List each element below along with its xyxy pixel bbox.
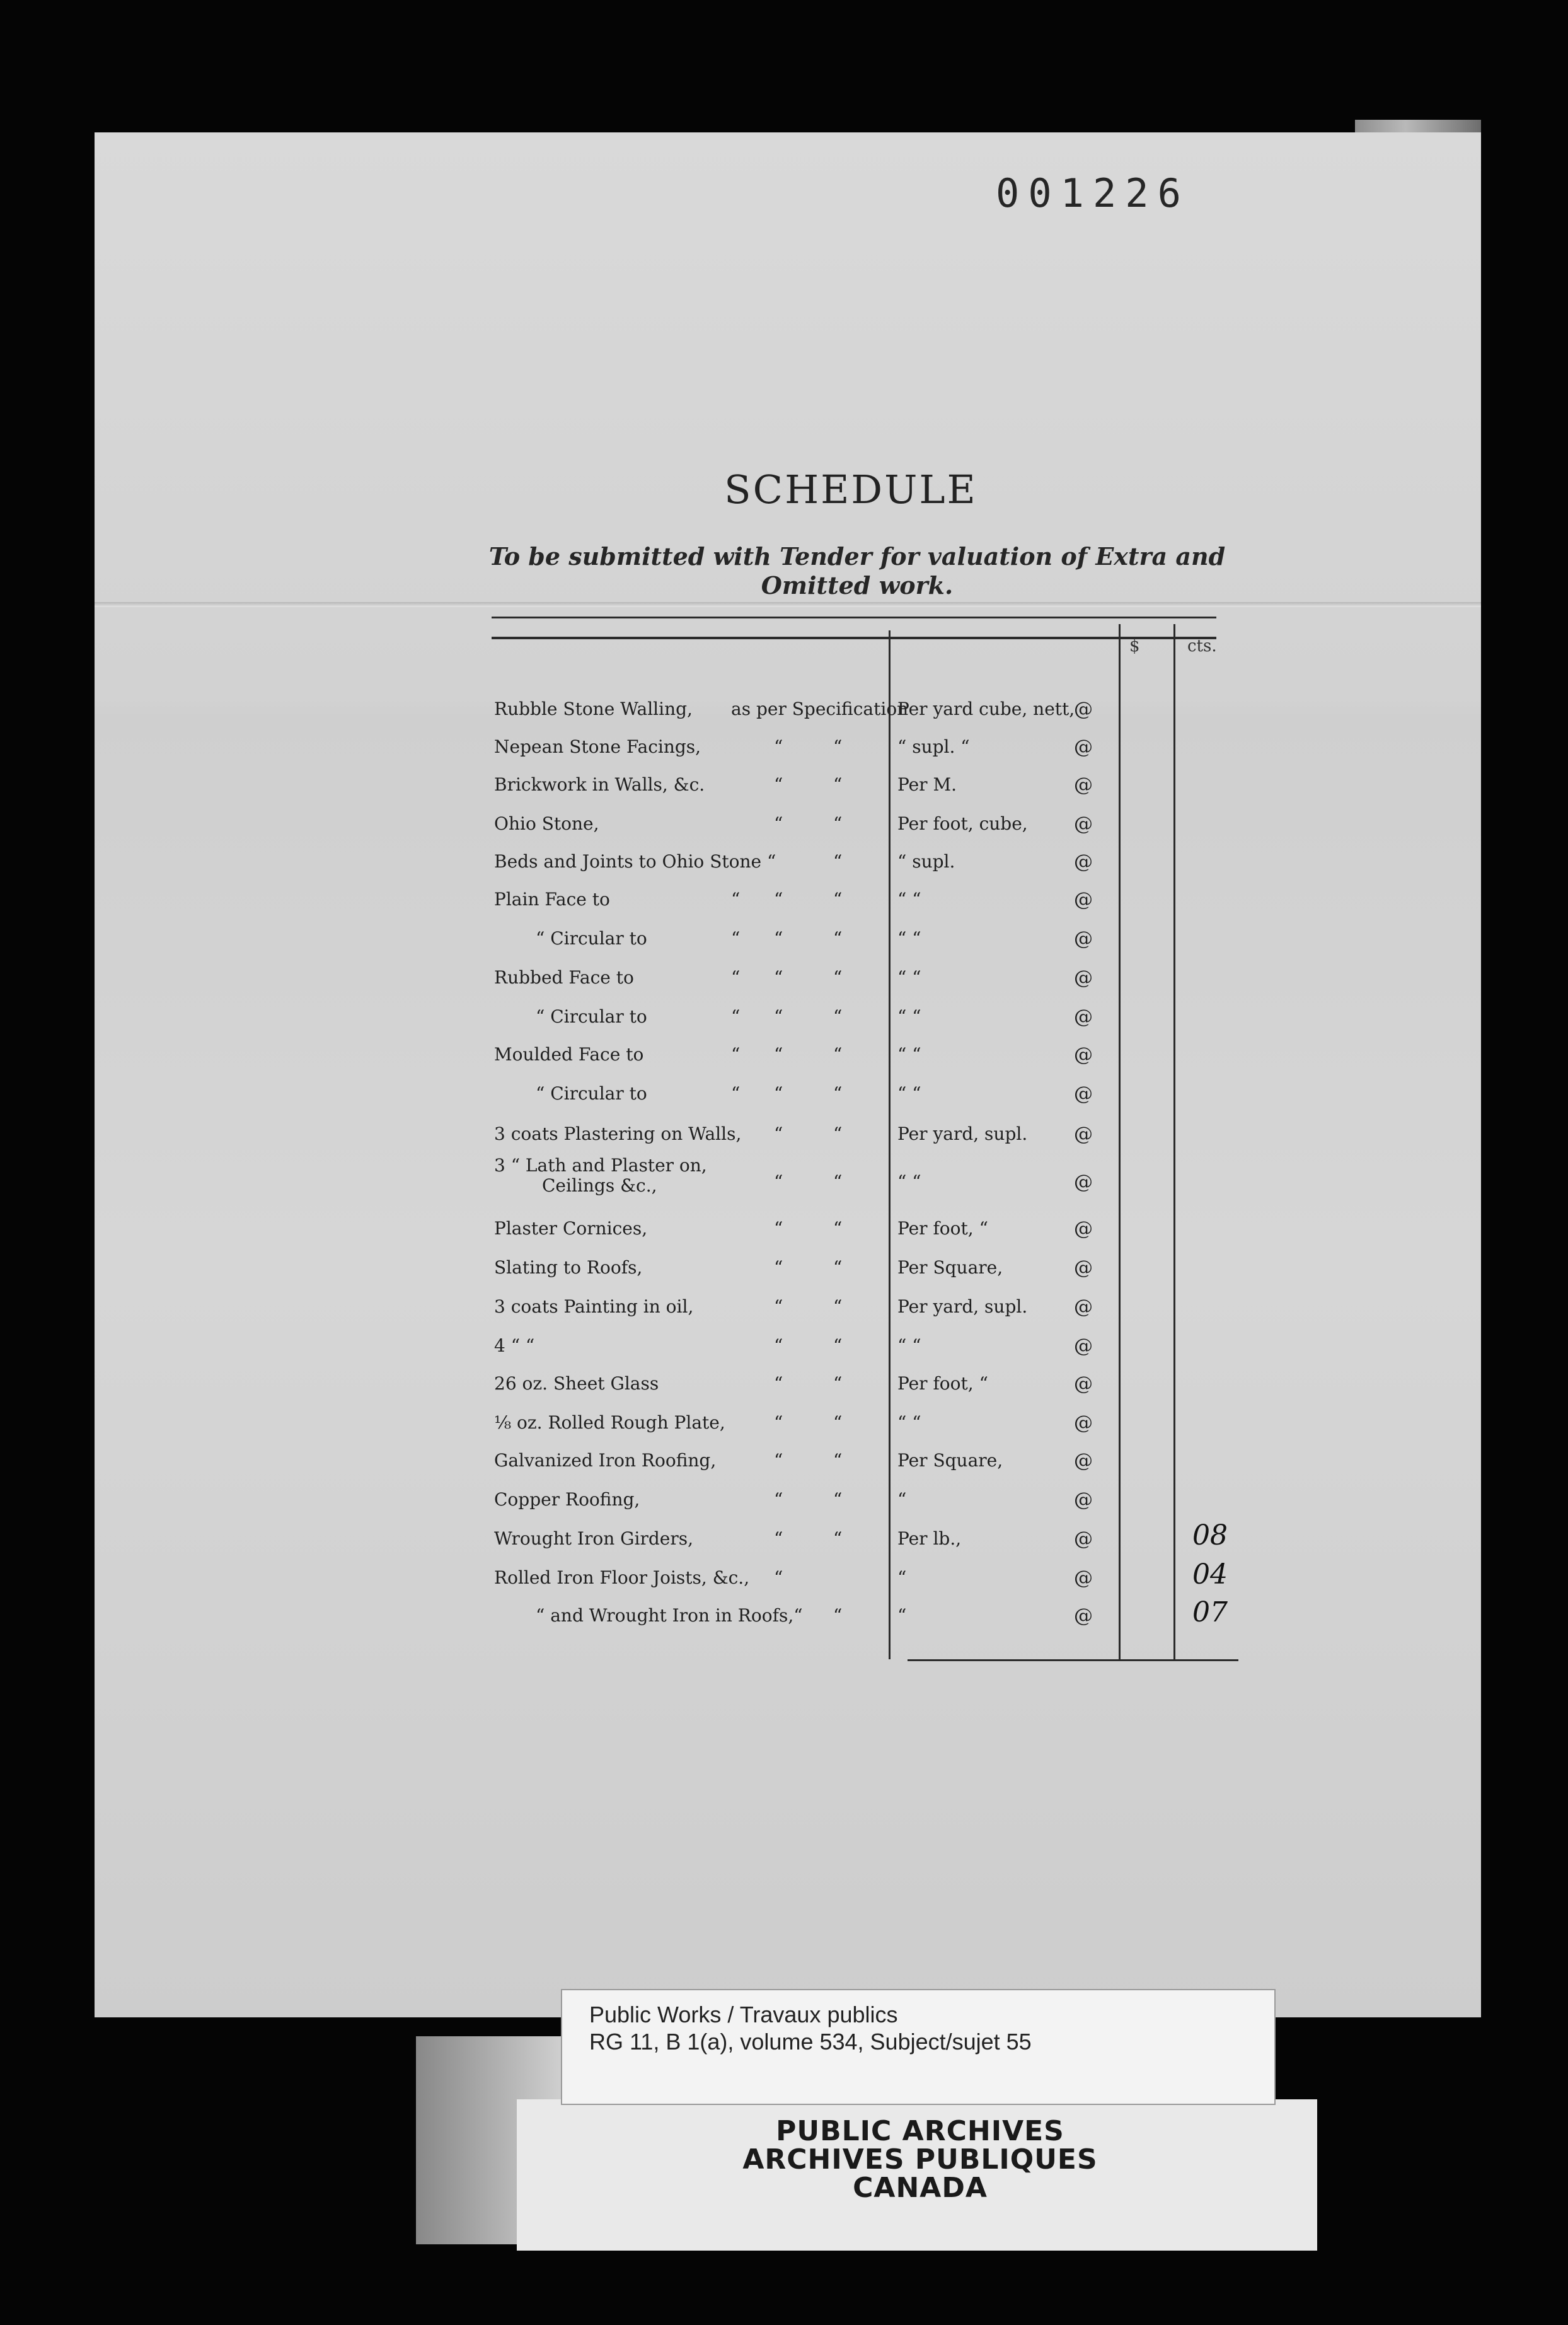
row-unit: “ “: [897, 1335, 921, 1356]
row-ditto-2: “: [833, 1605, 843, 1626]
row-ditto-1: “: [774, 813, 783, 834]
row-at-sign: @: [1074, 1335, 1093, 1357]
row-description: “ Circular to: [536, 1083, 647, 1104]
table-row: [0, 1006, 1568, 1044]
row-at-sign: @: [1074, 889, 1093, 911]
row-ditto-1: “: [774, 1006, 783, 1027]
row-at-sign: @: [1074, 1567, 1093, 1589]
row-description-line-2: Ceilings &c.,: [542, 1175, 657, 1196]
row-unit: Per lb.,: [897, 1528, 962, 1549]
row-unit: “: [897, 1567, 907, 1588]
row-description: Ohio Stone,: [494, 813, 599, 834]
row-ditto-0: “: [731, 889, 741, 910]
row-at-sign: @: [1074, 1171, 1093, 1193]
row-unit: Per foot, cube,: [897, 813, 1028, 834]
row-ditto-1: “: [774, 1123, 783, 1144]
row-ditto-2: “: [833, 889, 843, 910]
row-at-sign: @: [1074, 1257, 1093, 1279]
row-ditto-1: “: [774, 1412, 783, 1433]
row-at-sign: @: [1074, 1218, 1093, 1240]
row-specification: as per Specification: [731, 699, 909, 719]
row-ditto-1: “: [774, 1450, 783, 1471]
row-ditto-0: “: [731, 928, 741, 949]
row-unit: “ “: [897, 1006, 921, 1027]
table-row: [0, 1044, 1568, 1082]
row-ditto-2: “: [833, 1257, 843, 1278]
row-unit: Per foot, “: [897, 1218, 988, 1239]
row-at-sign: @: [1074, 1528, 1093, 1550]
row-ditto-1: “: [774, 889, 783, 910]
row-ditto-1: “: [774, 1373, 783, 1394]
row-ditto-2: “: [833, 1083, 843, 1104]
table-row: [0, 1257, 1568, 1295]
row-at-sign: @: [1074, 1006, 1093, 1028]
subtitle-line-1: To be submitted with Tender for valuation of Extra and: [488, 542, 1226, 571]
row-unit: Per M.: [897, 774, 957, 795]
row-at-sign: @: [1074, 1412, 1093, 1434]
row-ditto-1: “: [774, 1044, 783, 1065]
row-ditto-2: “: [833, 736, 843, 757]
row-ditto-1: “: [774, 736, 783, 757]
page-subtitle: [479, 542, 1235, 600]
row-at-sign: @: [1074, 1450, 1093, 1472]
table-row: [0, 1519, 1568, 1566]
row-ditto-2: “: [833, 1528, 843, 1549]
row-at-sign: @: [1074, 851, 1093, 873]
table-row: [0, 1335, 1568, 1373]
row-unit: Per Square,: [897, 1257, 1003, 1278]
row-ditto-2: “: [833, 1123, 843, 1144]
row-unit: “ supl. “: [897, 736, 970, 757]
row-at-sign: @: [1074, 1123, 1093, 1145]
table-row: [0, 1083, 1568, 1121]
row-ditto-1: “: [774, 1335, 783, 1356]
row-description: Plain Face to: [494, 889, 610, 910]
row-ditto-1: “: [774, 1296, 783, 1317]
row-ditto-0: “: [731, 1006, 741, 1027]
row-ditto-1: “: [774, 1257, 783, 1278]
table-row: [0, 1218, 1568, 1256]
row-description: Brickwork in Walls, &c.: [494, 774, 705, 795]
row-ditto-2: “: [833, 851, 843, 872]
table-row: [0, 1155, 1568, 1209]
row-unit: Per yard, supl.: [897, 1296, 1028, 1317]
row-unit: “ “: [897, 1044, 921, 1065]
row-at-sign: @: [1074, 1296, 1093, 1318]
table-row: [0, 851, 1568, 889]
row-description: Rolled Iron Floor Joists, &c.,: [494, 1567, 750, 1588]
row-ditto-2: “: [833, 1335, 843, 1356]
stamp-line-1: PUBLIC ARCHIVES: [776, 2115, 1064, 2147]
row-unit: Per Square,: [897, 1450, 1003, 1471]
row-unit: “ “: [897, 1412, 921, 1433]
row-ditto-1: “: [774, 1567, 783, 1588]
row-description: 26 oz. Sheet Glass: [494, 1373, 659, 1394]
row-at-sign: @: [1074, 967, 1093, 989]
row-description: Plaster Cornices,: [494, 1218, 648, 1239]
row-at-sign: @: [1074, 1373, 1093, 1395]
table-row: [0, 1450, 1568, 1488]
row-unit: “ “: [897, 1083, 921, 1104]
row-description: “ Circular to: [536, 1006, 647, 1027]
table-row: [0, 889, 1568, 927]
row-cents-value: 07: [1192, 1596, 1228, 1628]
row-ditto-2: “: [833, 1044, 843, 1065]
row-description: Galvanized Iron Roofing,: [494, 1450, 717, 1471]
row-description: ⅛ oz. Rolled Rough Plate,: [494, 1412, 725, 1433]
row-description: Moulded Face to: [494, 1044, 644, 1065]
row-ditto-1: “: [774, 928, 783, 949]
row-unit: “ “: [897, 928, 921, 949]
row-at-sign: @: [1074, 1044, 1093, 1066]
table-row: [0, 1558, 1568, 1605]
row-ditto-2: “: [833, 813, 843, 834]
row-description: Slating to Roofs,: [494, 1257, 643, 1278]
row-description: 3 coats Painting in oil,: [494, 1296, 694, 1317]
row-ditto-2: “: [833, 774, 843, 795]
stamp-line-2: ARCHIVES PUBLIQUES: [742, 2143, 1098, 2176]
table-row: [0, 1296, 1568, 1334]
table-row: [0, 813, 1568, 851]
archive-label-line-1: Public Works / Travaux publics: [589, 2002, 898, 2027]
row-description: “ Circular to: [536, 928, 647, 949]
page-fold: [95, 602, 1481, 607]
table-row: [0, 699, 1568, 736]
row-unit: Per yard, supl.: [897, 1123, 1028, 1144]
row-ditto-1: “: [774, 1083, 783, 1104]
row-at-sign: @: [1074, 1083, 1093, 1105]
row-ditto-1: “: [774, 774, 783, 795]
row-description: 4 “ “: [494, 1335, 535, 1356]
table-bottom-rule: [908, 1659, 1238, 1661]
row-at-sign: @: [1074, 774, 1093, 796]
row-description: 3 “ Lath and Plaster on,: [494, 1155, 707, 1176]
subtitle-line-2: Omitted work.: [761, 571, 954, 600]
table-row: [0, 1123, 1568, 1161]
row-ditto-0: “: [731, 967, 741, 988]
row-description: Wrought Iron Girders,: [494, 1528, 693, 1549]
page-number: 001226: [996, 170, 1190, 216]
row-ditto-2: “: [833, 1006, 843, 1027]
row-unit: “ supl.: [897, 851, 955, 872]
row-ditto-2: “: [833, 1450, 843, 1471]
row-at-sign: @: [1074, 736, 1093, 758]
row-description: Rubble Stone Walling,: [494, 699, 693, 719]
row-ditto-1: “: [774, 967, 783, 988]
page-title: SCHEDULE: [724, 467, 977, 513]
row-ditto-2: “: [833, 1171, 843, 1192]
row-ditto-1: “: [774, 1528, 783, 1549]
row-cents-value: 04: [1192, 1558, 1228, 1591]
row-description: 3 coats Plastering on Walls,: [494, 1123, 742, 1144]
row-ditto-2: “: [833, 1296, 843, 1317]
row-at-sign: @: [1074, 928, 1093, 950]
table-top-rule-2: [492, 637, 1216, 639]
row-ditto-0: “: [731, 1083, 741, 1104]
table-row: [0, 1596, 1568, 1643]
row-unit: Per yard cube, nett,: [897, 699, 1075, 719]
row-ditto-1: “: [774, 1171, 783, 1192]
row-unit: “: [897, 1605, 907, 1626]
row-at-sign: @: [1074, 1489, 1093, 1511]
row-cents-value: 08: [1192, 1519, 1228, 1551]
row-at-sign: @: [1074, 699, 1093, 721]
row-unit: Per foot, “: [897, 1373, 988, 1394]
row-description: Nepean Stone Facings,: [494, 736, 701, 757]
row-ditto-2: “: [833, 928, 843, 949]
table-row: [0, 967, 1568, 1005]
archive-label-line-2: RG 11, B 1(a), volume 534, Subject/sujet 55: [589, 2029, 1032, 2055]
table-row: [0, 774, 1568, 812]
row-description: Copper Roofing,: [494, 1489, 640, 1510]
row-ditto-2: “: [833, 1489, 843, 1510]
row-ditto-0: “: [731, 1044, 741, 1065]
table-row: [0, 1489, 1568, 1527]
dollars-header: $: [1129, 637, 1140, 656]
row-description: “ and Wrought Iron in Roofs,“: [536, 1605, 803, 1626]
row-at-sign: @: [1074, 1605, 1093, 1627]
table-row: [0, 1373, 1568, 1411]
table-row: [0, 736, 1568, 774]
row-description: Beds and Joints to Ohio Stone “: [494, 851, 776, 872]
table-row: [0, 1412, 1568, 1450]
row-ditto-1: “: [774, 1489, 783, 1510]
row-description: Rubbed Face to: [494, 967, 634, 988]
row-ditto-2: “: [833, 1218, 843, 1239]
stamp-line-3: CANADA: [853, 2172, 988, 2204]
row-ditto-2: “: [833, 1412, 843, 1433]
table-row: [0, 928, 1568, 966]
row-unit: “ “: [897, 967, 921, 988]
row-unit: “: [897, 1489, 907, 1510]
row-ditto-2: “: [833, 1373, 843, 1394]
row-ditto-1: “: [774, 1218, 783, 1239]
cents-header: cts.: [1187, 637, 1217, 656]
row-ditto-2: “: [833, 967, 843, 988]
row-unit: “ “: [897, 1171, 921, 1192]
row-unit: “ “: [897, 889, 921, 910]
row-at-sign: @: [1074, 813, 1093, 835]
table-top-rule: [492, 617, 1216, 618]
